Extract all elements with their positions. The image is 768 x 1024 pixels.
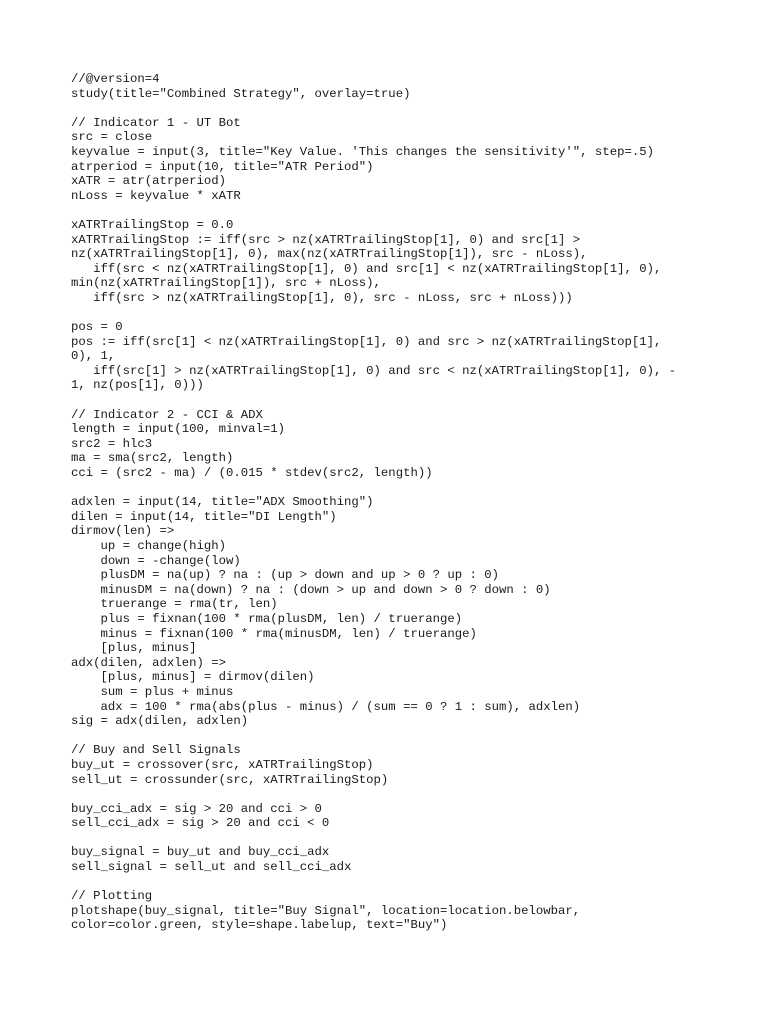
code-line: xATRTrailingStop := iff(src > nz(xATRTrailingStop[1], 0) and src[1] >: [71, 232, 581, 247]
code-line: [71, 787, 731, 802]
code-line: [71, 481, 731, 496]
code-block: [71, 72, 731, 933]
code-line: iff(src < nz(xATRTrailingStop[1], 0) and src[1] < nz(xATRTrailingStop[1], 0),: [71, 261, 662, 276]
code-line: [71, 831, 731, 846]
code-line: iff(src > nz(xATRTrailingStop[1], 0), src - nLoss, src + nLoss))): [71, 290, 573, 305]
code-line: [71, 306, 731, 321]
code-line: adx(dilen, adxlen) =>: [71, 655, 226, 670]
code-line: //@version=4: [71, 72, 160, 86]
code-line: // Buy and Sell Signals: [71, 743, 241, 758]
code-line: // Indicator 2 - CCI & ADX: [71, 407, 263, 422]
code-line: buy_signal = buy_ut and buy_cci_adx: [71, 845, 330, 860]
code-line: [71, 393, 731, 408]
code-line: length = input(100, minval=1): [71, 422, 286, 437]
code-line: sell_cci_adx = sig > 20 and cci < 0: [71, 816, 330, 831]
code-line: adxlen = input(14, title="ADX Smoothing"): [71, 495, 374, 510]
code-line: nLoss = keyvalue * xATR: [71, 188, 241, 203]
code-line: dilen = input(14, title="DI Length"): [71, 509, 337, 524]
code-line: down = -change(low): [71, 553, 241, 568]
code-line: [71, 203, 731, 218]
code-line: buy_ut = crossover(src, xATRTrailingStop): [71, 757, 374, 772]
code-line: keyvalue = input(3, title="Key Value. 'This changes the sensitivity'", step=.5): [71, 144, 654, 159]
code-line: // Plotting: [71, 889, 153, 904]
code-line: up = change(high): [71, 539, 226, 553]
code-line: sell_signal = sell_ut and sell_cci_adx: [71, 860, 352, 875]
code-line: truerange = rma(tr, len): [71, 597, 278, 612]
code-line: buy_cci_adx = sig > 20 and cci > 0: [71, 801, 322, 816]
code-line: minusDM = na(down) ? na : (down > up and down > 0 ? down : 0): [71, 582, 551, 597]
code-line: [plus, minus]: [71, 641, 197, 656]
code-line: 0), 1,: [71, 349, 116, 364]
code-line: plusDM = na(up) ? na : (up > down and up > 0 ? up : 0): [71, 568, 500, 583]
code-line: minus = fixnan(100 * rma(minusDM, len) / truerange): [71, 626, 477, 641]
code-line: ma = sma(src2, length): [71, 451, 234, 466]
code-line: src = close: [71, 130, 153, 145]
code-line: [71, 875, 731, 890]
code-line: plus = fixnan(100 * rma(plusDM, len) / truerange): [71, 611, 463, 626]
code-line: [71, 101, 731, 116]
code-line: xATR = atr(atrperiod): [71, 174, 226, 189]
code-line: sell_ut = crossunder(src, xATRTrailingStop): [71, 772, 389, 787]
code-line: [plus, minus] = dirmov(dilen): [71, 670, 315, 685]
code-line: [71, 729, 731, 744]
code-line: pos = 0: [71, 320, 123, 335]
code-line: sum = plus + minus: [71, 684, 234, 699]
code-line: nz(xATRTrailingStop[1], 0), max(nz(xATRTrailingStop[1]), src - nLoss),: [71, 247, 588, 262]
code-line: atrperiod = input(10, title="ATR Period"): [71, 159, 374, 174]
code-line: // Indicator 1 - UT Bot: [71, 115, 241, 130]
code-line: dirmov(len) =>: [71, 524, 175, 539]
code-line: src2 = hlc3: [71, 436, 153, 451]
code-line: 1, nz(pos[1], 0))): [71, 378, 204, 393]
code-line: pos := iff(src[1] < nz(xATRTrailingStop[1], 0) and src > nz(xATRTrailingStop[1],: [71, 334, 662, 349]
code-line: xATRTrailingStop = 0.0: [71, 217, 234, 232]
code-line: iff(src[1] > nz(xATRTrailingStop[1], 0) and src < nz(xATRTrailingStop[1], 0), -: [71, 363, 677, 378]
code-line: cci = (src2 - ma) / (0.015 * stdev(src2, length)): [71, 466, 433, 481]
code-line: study(title="Combined Strategy", overlay=true): [71, 86, 411, 101]
code-line: color=color.green, style=shape.labelup, text="Buy"): [71, 918, 448, 933]
code-line: plotshape(buy_signal, title="Buy Signal", location=location.belowbar,: [71, 903, 581, 918]
code-line: sig = adx(dilen, adxlen): [71, 714, 249, 729]
code-line: min(nz(xATRTrailingStop[1]), src + nLoss),: [71, 276, 381, 291]
code-line: adx = 100 * rma(abs(plus - minus) / (sum == 0 ? 1 : sum), adxlen): [71, 699, 581, 714]
